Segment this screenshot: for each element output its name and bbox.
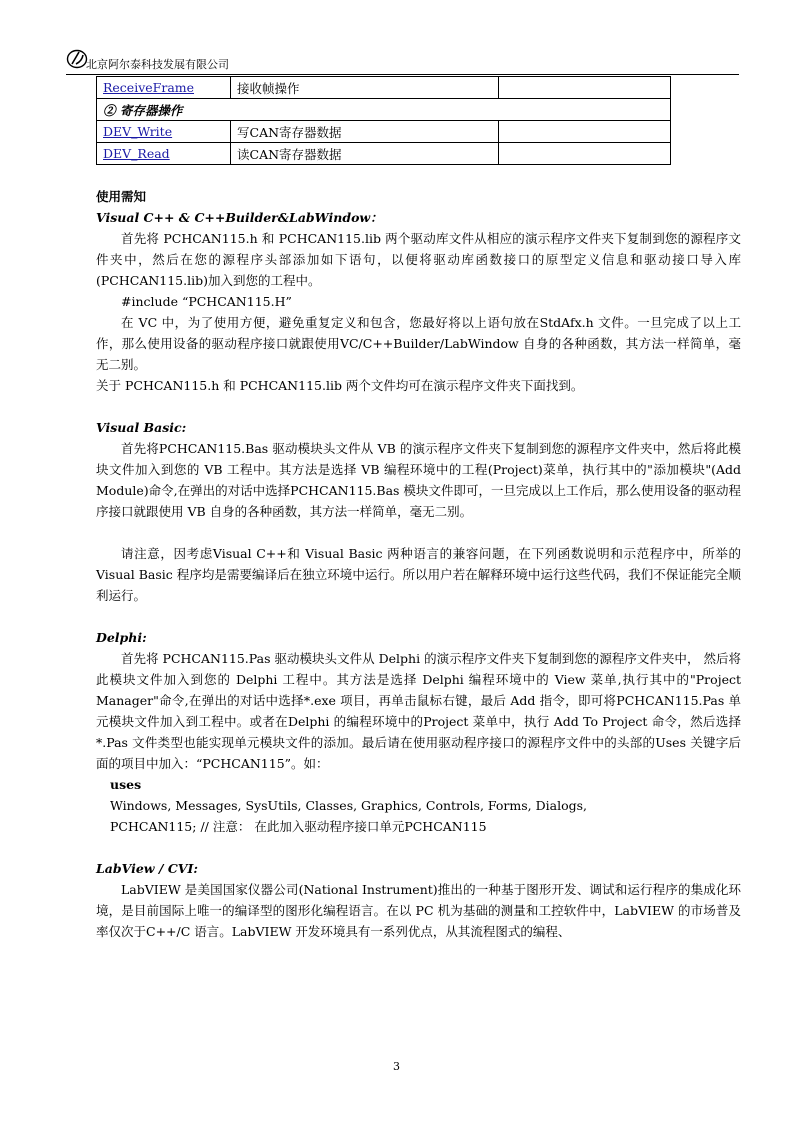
- table-row: [97, 143, 671, 165]
- labview-paragraph-1: LabVIEW 是美国国家仪器公司(National Instrument)推出的一种基于图形开发、调试和运行程序的集成化环境，是目前国际上唯一的编译型的图形化编程语言。在以 PC 机为基础的测量和工控软件中，LabVIEW 的市场普及率仅次于C++/C 语言。LabVIEW 开发环境具有一系列优点，从其流程图式的编程、: [96, 882, 741, 939]
- table-cell-desc: 读CAN寄存器数据: [231, 143, 499, 165]
- company-logo-icon: [66, 48, 88, 70]
- vc-paragraph-1: 首先将 PCHCAN115.h 和 PCHCAN115.lib 两个驱动库文件从相应的演示程序文件夹下复制到您的源程序文件夹中，然后在您的源程序头部添加如下语句，以便将驱动库函数接口的原型定义信息和驱动接口导入库(PCHCAN115.lib)加入到您的工程中。: [96, 231, 741, 288]
- table-cell-desc: 接收帧操作: [231, 77, 499, 99]
- function-link-receiveframe[interactable]: ReceiveFrame: [103, 80, 195, 95]
- delphi-heading: Delphi:: [96, 630, 147, 645]
- table-row: [97, 121, 671, 143]
- function-link-dev-read[interactable]: DEV_Read: [103, 146, 170, 161]
- vb-heading: Visual Basic:: [96, 420, 187, 435]
- usage-title: 使用需知: [96, 189, 147, 204]
- table-cell-empty: [499, 77, 671, 99]
- vc-paragraph-3: 关于 PCHCAN115.h 和 PCHCAN115.lib 两个文件均可在演示程序文件夹下面找到。: [96, 378, 584, 393]
- delphi-code-line-2: PCHCAN115; // 注意： 在此加入驱动程序接口单元PCHCAN115: [110, 819, 487, 834]
- table-cell-empty: [499, 143, 671, 165]
- page-number: 3: [393, 1060, 400, 1073]
- function-table: [96, 76, 671, 165]
- delphi-uses-keyword: uses: [110, 777, 142, 792]
- function-link-dev-write[interactable]: DEV_Write: [103, 124, 173, 139]
- vc-heading: Visual C++ & C++Builder&LabWindow：: [96, 210, 383, 225]
- page-content: [96, 186, 741, 942]
- table-row-section: [97, 99, 671, 121]
- table-cell-desc: 写CAN寄存器数据: [231, 121, 499, 143]
- page-header: [66, 44, 739, 75]
- table-cell-empty: [499, 121, 671, 143]
- vb-paragraph-1: 首先将PCHCAN115.Bas 驱动模块头文件从 VB 的演示程序文件夹下复制到您的源程序文件夹中，然后将此模块文件加入到您的 VB 工程中。其方法是选择 VB 编程环境中的工程(Project)菜单，执行其中的"添加模块"(Add Module)命令,在弹出的对话中选择PCHCAN115.Bas 模块文件即可，一旦完成以上工作后，那么使用设备的驱动程序接口就跟使用 VB 自身的各种函数，其方法一样简单，毫无二别。: [96, 441, 741, 519]
- vc-paragraph-2: 在 VC 中，为了使用方便，避免重复定义和包含，您最好将以上语句放在StdAfx.h 文件。一旦完成了以上工作，那么使用设备的驱动程序接口就跟使用VC/C++Builder/LabWindow 自身的各种函数，其方法一样简单，毫无二别。: [96, 315, 741, 372]
- vc-include-line: #include “PCHCAN115.H”: [121, 294, 292, 309]
- delphi-code-line-1: Windows, Messages, SysUtils, Classes, Graphics, Controls, Forms, Dialogs,: [110, 798, 588, 813]
- company-name: 北京阿尔泰科技发展有限公司: [86, 58, 229, 71]
- table-row: [97, 77, 671, 99]
- labview-heading: LabView / CVI:: [96, 861, 198, 876]
- delphi-paragraph-1: 首先将 PCHCAN115.Pas 驱动模块头文件从 Delphi 的演示程序文件夹下复制到您的源程序文件夹中， 然后将此模块文件加入到您的 Delphi 工程中。其方法是选择 Delphi 编程环境中的 View 菜单,执行其中的"Project Manager"命令,在弹出的对话中选择*.exe 项目，再单击鼠标右键，最后 Add 指令，即可将PCHCAN115.Pas 单元模块文件加入到工程中。或者在Delphi 的编程环境中的Project 菜单中，执行 Add To Project 命令，然后选择*.Pas 文件类型也能实现单元模块文件的添加。最后请在使用驱动程序接口的源程序文件中的头部的Uses 关键字后面的项目中加入：“PCHCAN115”。如：: [96, 651, 741, 771]
- section-register-ops: ② 寄存器操作: [97, 99, 671, 121]
- vb-paragraph-2: 请注意，因考虑Visual C++和 Visual Basic 两种语言的兼容问题，在下列函数说明和示范程序中，所举的Visual Basic 程序均是需要编译后在独立环境中运行。所以用户若在解释环境中运行这些代码，我们不保证能完全顺利运行。: [96, 546, 741, 603]
